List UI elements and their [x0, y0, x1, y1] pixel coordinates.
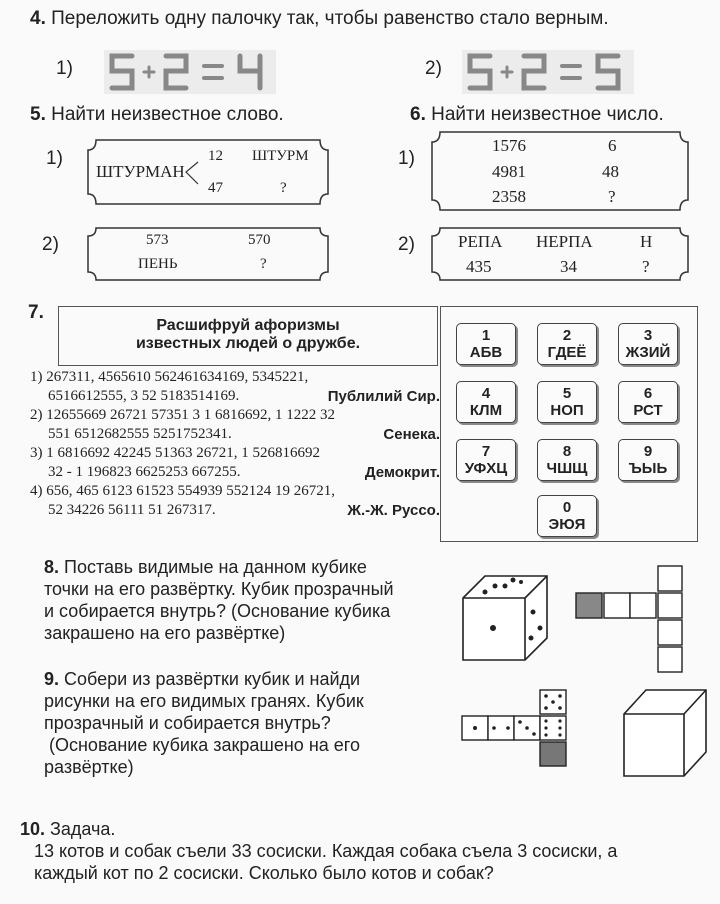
frame-border — [86, 226, 330, 282]
task5-frame-2 — [86, 226, 330, 282]
task4-matchstick-equation-1 — [100, 46, 280, 96]
unknown-number: ? — [608, 187, 616, 206]
key-digit: 6 — [643, 385, 653, 402]
cipher-text: 52 34226 56111 51 267317. — [48, 502, 216, 518]
key-digit: 5 — [562, 385, 572, 402]
task5-heading — [30, 104, 284, 126]
key-9 — [618, 439, 678, 481]
task9-line: (Основание кубика закрашено на его — [44, 735, 360, 755]
cipher-line — [30, 444, 440, 463]
key-digit: 3 — [643, 327, 653, 344]
number-435: 435 — [466, 257, 492, 276]
task9-text — [44, 668, 364, 778]
task5-title: Найти неизвестное слово. — [51, 104, 284, 125]
cipher-text: 6516612555, 3 52 5183514169. — [48, 388, 240, 404]
task10-title: Задача. — [50, 819, 116, 839]
unknown-number: ? — [642, 257, 650, 276]
key-5 — [537, 381, 597, 423]
matchstick-equation-2-drawing — [458, 46, 638, 96]
key-0 — [537, 495, 597, 537]
cipher-line — [30, 482, 440, 501]
empty-cube-drawing — [620, 686, 710, 778]
number-570: 570 — [248, 232, 271, 248]
key-1 — [456, 323, 516, 365]
cube-net-1-svg — [574, 564, 694, 674]
task4-number: 4. — [30, 8, 46, 29]
key-letters: РСТ — [633, 402, 663, 419]
task7-title-line2: известных людей о дружбе. — [135, 335, 361, 352]
cipher-text: 32 - 1 196823 6625253 667255. — [48, 464, 241, 480]
key-8 — [537, 439, 597, 481]
task10-heading — [20, 818, 617, 840]
number-47: 47 — [208, 180, 223, 196]
letter-n: Н — [640, 232, 653, 251]
task10-block — [20, 818, 617, 884]
number-12: 12 — [208, 148, 223, 164]
number-2358: 2358 — [492, 187, 526, 206]
key-7 — [456, 439, 516, 481]
key-letters: АБВ — [469, 344, 503, 361]
task6-frame-1 — [430, 130, 690, 212]
task10-number: 10. — [20, 819, 46, 839]
task9-line: рисунки на его видимых гранях. Кубик — [44, 691, 364, 711]
cipher-author: Сенека. — [383, 426, 440, 443]
cipher-text: 1) 267311, 4565610 562461634169, 5345221, — [30, 369, 309, 385]
cipher-line — [30, 387, 440, 406]
task9-line — [44, 668, 364, 690]
key-letters: НОП — [550, 402, 584, 419]
unknown-word: ? — [280, 180, 287, 196]
key-digit: 9 — [643, 443, 653, 460]
number-4981: 4981 — [492, 162, 526, 181]
frame-border — [430, 130, 690, 212]
cipher-line — [30, 463, 440, 482]
number-573: 573 — [146, 232, 169, 248]
task6-heading — [410, 104, 664, 126]
task7-title-box — [58, 306, 438, 366]
key-4 — [456, 381, 516, 423]
matchstick-equation-1-drawing — [100, 46, 280, 96]
task4-title: Переложить одну палочку так, чтобы равенство стало верным. — [51, 8, 609, 29]
cube-net-1 — [574, 564, 694, 674]
key-digit: 0 — [562, 499, 572, 516]
key-digit: 8 — [562, 443, 572, 460]
task6-frame-2 — [430, 226, 690, 282]
key-2 — [537, 323, 597, 365]
task4-eq2-label: 2) — [425, 58, 442, 79]
cipher-line — [30, 501, 440, 520]
task9-line-text: Собери из развёртки кубик и найди — [64, 669, 361, 689]
cipher-author: Публилий Сир. — [327, 388, 440, 405]
unknown-word: ? — [260, 256, 267, 272]
task6-title: Найти неизвестное число. — [431, 104, 664, 125]
task8-line-text: Поставь видимые на данном кубике — [64, 557, 367, 577]
key-letters: ЪЫЬ — [628, 460, 668, 477]
task10-line: 13 котов и собак съели 33 сосиски. Каждая собака съела 3 сосиски, а — [34, 841, 618, 861]
key-letters: ЧШЩ — [546, 460, 588, 477]
task6-row2-label: 2) — [398, 234, 415, 255]
cipher-line — [30, 406, 440, 425]
cipher-line — [30, 368, 440, 387]
task5-number: 5. — [30, 104, 46, 125]
task4-heading — [30, 8, 609, 30]
cipher-author: Ж.-Ж. Руссо. — [347, 502, 440, 519]
word-nerpa: НЕРПА — [536, 232, 593, 251]
word-shturm: ШТУРМ — [252, 148, 309, 164]
task6-row1-label: 1) — [398, 148, 415, 169]
number-48: 48 — [602, 162, 619, 181]
number-6: 6 — [608, 136, 617, 155]
task7-title-line1: Расшифруй афоризмы — [156, 317, 340, 334]
task6-number: 6. — [410, 104, 426, 125]
key-letters: ЭЮЯ — [548, 516, 586, 533]
task5-row1-label: 1) — [46, 148, 63, 169]
word-shturman: ШТУРМАН — [96, 162, 185, 181]
dice-cube-svg — [455, 568, 555, 668]
task9-line: развёртке) — [44, 757, 134, 777]
word-pen: ПЕНЬ — [138, 256, 178, 272]
key-letters: ЖЗИЙ — [625, 344, 671, 361]
key-6 — [618, 381, 678, 423]
cipher-text: 4) 656, 465 6123 61523 554939 552124 19 26721, — [30, 483, 335, 499]
task9-number: 9. — [44, 669, 60, 689]
cipher-text: 3) 1 6816692 42245 51363 26721, 1 526816692 — [30, 445, 320, 461]
task4-eq1-label: 1) — [56, 58, 73, 79]
number-1576: 1576 — [492, 136, 526, 155]
cipher-text: 551 6512682555 5251752341. — [48, 426, 232, 442]
phone-keypad — [440, 306, 698, 542]
key-3 — [618, 323, 678, 365]
task8-line: и собирается внутрь? (Основание кубика — [44, 601, 391, 621]
dice-cube-drawing — [455, 568, 555, 668]
task5-row2-label: 2) — [42, 234, 59, 255]
task8-number: 8. — [44, 557, 60, 577]
key-digit: 2 — [562, 327, 572, 344]
task7-cipher-block — [30, 368, 440, 520]
task8-line: закрашено на его развёртке) — [44, 623, 286, 643]
task10-line: каждый кот по 2 сосиски. Сколько было котов и собак? — [34, 863, 494, 883]
cipher-author: Демокрит. — [364, 464, 440, 481]
task5-frame-1 — [86, 138, 330, 206]
cube-net-2 — [458, 688, 570, 770]
key-letters: ГДЕЁ — [547, 344, 587, 361]
key-letters: КЛМ — [469, 402, 503, 419]
cipher-line — [30, 425, 440, 444]
cipher-text: 2) 12655669 26721 57351 3 1 6816692, 1 1222 32 — [30, 407, 335, 423]
key-digit: 1 — [481, 327, 491, 344]
empty-cube-svg — [620, 686, 710, 778]
key-digit: 7 — [481, 443, 491, 460]
task8-line — [44, 556, 394, 578]
key-letters: УФХЦ — [464, 460, 508, 477]
key-digit: 4 — [481, 385, 491, 402]
number-34: 34 — [560, 257, 577, 276]
task7-number: 7. — [28, 302, 44, 323]
task9-line: прозрачный и собирается внутрь? — [44, 713, 331, 733]
task4-matchstick-equation-2 — [458, 46, 638, 96]
word-repa: РЕПА — [458, 232, 503, 251]
task8-line: точки на его развёртку. Кубик прозрачный — [44, 579, 394, 599]
task8-text — [44, 556, 394, 644]
cube-net-2-svg — [458, 688, 570, 770]
